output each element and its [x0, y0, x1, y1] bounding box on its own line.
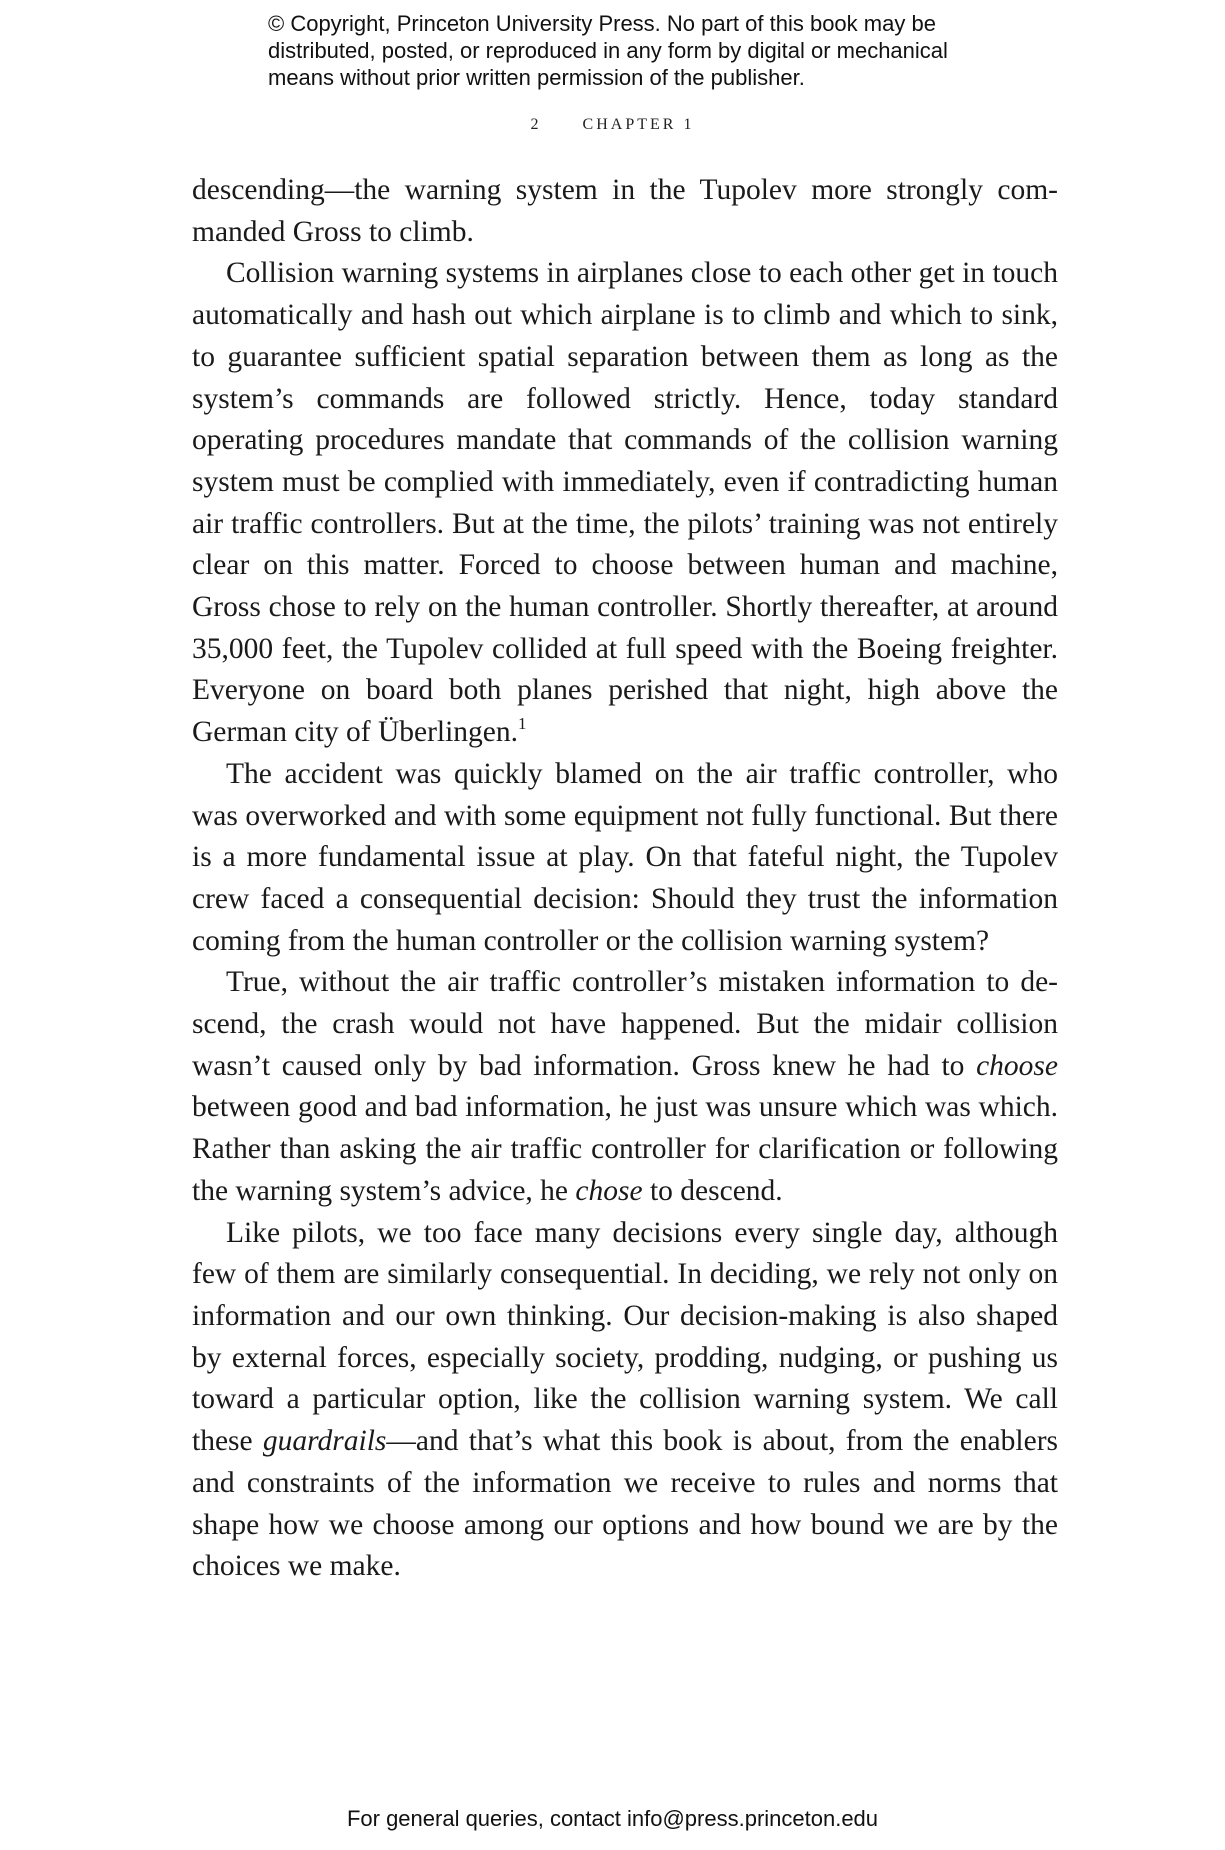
footnote-reference[interactable]: 1 — [518, 714, 527, 734]
paragraph-4-emphasis-choose: choose — [976, 1049, 1058, 1082]
paragraph-3: The accident was quickly blamed on the air traffic controller, who was overworked and with some equipment not fully functional. But there is a more fundamental issue at play. On that fateful night, the Tupolev crew faced a consequential decision: Should they trust the information coming from the human controller or the collision warning system? — [192, 757, 1058, 957]
body-text — [192, 170, 1058, 1588]
copyright-line-3: means without prior written permission of the publisher. — [268, 65, 805, 90]
paragraph-4 — [192, 962, 1058, 1212]
copyright-notice — [268, 10, 1028, 91]
paragraph-5-emphasis-guardrails: guardrails — [262, 1425, 387, 1458]
paragraph-4-emphasis-chose: chose — [575, 1174, 643, 1207]
paragraph-4-text-c: to descend. — [642, 1174, 783, 1207]
paragraph-5 — [192, 1213, 1058, 1588]
copyright-line-2: distributed, posted, or reproduced in any form by digital or mechanical — [268, 38, 948, 63]
page-number: 2 — [530, 116, 542, 133]
chapter-label: CHAPTER 1 — [582, 116, 695, 133]
paragraph-2-text: Collision warning systems in airplanes close to each other get in touch automatically and hash out which airplane is to climb and which to sink, to guarantee sufficient spatial separation between them as long as the system’s commands are followed strictly. Hence, today standard operating procedures mandate that commands of the collision warning system must be complied with immediately, even if contradicting human air traffic controllers. But at the time, the pilots’ training was not entirely clear on this matter. Forced to choose between human and machine, Gross chose to rely on the human controller. Shortly thereafter, at around 35,000 feet, the Tupolev collided at full speed with the Boeing freighter. Everyone on board both planes perished that night, high above the German city of Überlingen. — [192, 257, 1058, 749]
paragraph-5-text-b: —and that’s what this book is about, from the enablers and constraints of the information we receive to rules and norms that shape how we choose among our options and how bound we are by the choices we make. — [192, 1425, 1058, 1583]
paragraph-4-text-b: between good and bad information, he just was unsure which was which. Rather than asking the air traffic controller for clarification or following the warning system’s advice, he — [192, 1091, 1058, 1207]
paragraph-5-text-a: Like pilots, we too face many decisions every single day, although few of them are similarly consequential. In deciding, we rely not only on information and our own thinking. Our decision-making is also shaped by external forces, especially society, prodding, nudging, or pushing us toward a particular option, like the collision warning system. We call these — [192, 1216, 1058, 1458]
paragraph-2 — [192, 253, 1058, 753]
running-head — [0, 116, 1225, 134]
copyright-line-1: © Copyright, Princeton University Press. No part of this book may be — [268, 11, 936, 36]
paragraph-1: descending—the warning system in the Tupolev more strongly commanded Gross to climb. — [192, 174, 1058, 248]
paragraph-4-text-a: True, without the air traffic controller’s mistaken information to descend, the crash would not have happened. But the midair collision wasn’t caused only by bad information. Gross knew he had to — [192, 966, 1058, 1082]
footer-contact: For general queries, contact info@press.princeton.edu — [346, 1806, 879, 1831]
